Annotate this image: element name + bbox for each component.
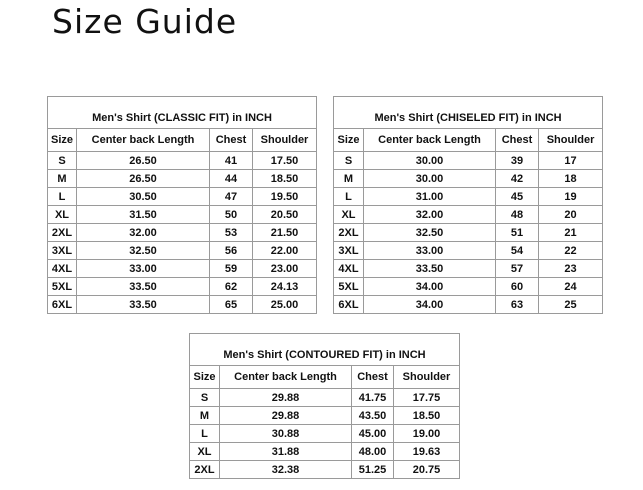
table-cell: 50: [210, 206, 253, 224]
table-cell: 24.13: [253, 278, 317, 296]
table-header-row: [190, 366, 460, 389]
column-header: Chest: [496, 129, 539, 152]
table-cell: 26.50: [77, 152, 210, 170]
table-cell: XL: [190, 443, 220, 461]
table-cell: 54: [496, 242, 539, 260]
table-cell: 47: [210, 188, 253, 206]
page-title: Size Guide: [52, 2, 238, 41]
table-row: [48, 170, 317, 188]
table-title-row: [48, 97, 317, 129]
table-row: [190, 425, 460, 443]
column-header: Center back Length: [220, 366, 352, 389]
table-cell: 3XL: [334, 242, 364, 260]
column-header: Chest: [210, 129, 253, 152]
table-cell: 51: [496, 224, 539, 242]
table-cell: 33.50: [364, 260, 496, 278]
column-header: Size: [48, 129, 77, 152]
table-cell: 62: [210, 278, 253, 296]
table-cell: 57: [496, 260, 539, 278]
table-row: [334, 260, 603, 278]
table-cell: 41.75: [352, 389, 394, 407]
table-cell: 51.25: [352, 461, 394, 479]
table-cell: 22: [539, 242, 603, 260]
table-cell: 32.00: [77, 224, 210, 242]
table-row: [48, 152, 317, 170]
column-header: Center back Length: [77, 129, 210, 152]
column-header: Shoulder: [253, 129, 317, 152]
table-cell: 65: [210, 296, 253, 314]
table-header-row: [334, 129, 603, 152]
column-header: Shoulder: [394, 366, 460, 389]
table-title-row: [334, 97, 603, 129]
table-cell: 5XL: [334, 278, 364, 296]
table-row: [334, 242, 603, 260]
table-cell: S: [334, 152, 364, 170]
table-cell: S: [48, 152, 77, 170]
table-row: [334, 224, 603, 242]
table-cell: L: [48, 188, 77, 206]
table-cell: 23: [539, 260, 603, 278]
table-cell: S: [190, 389, 220, 407]
table-row: [334, 278, 603, 296]
table-cell: 23.00: [253, 260, 317, 278]
table-cell: 6XL: [334, 296, 364, 314]
table-cell: 53: [210, 224, 253, 242]
table-cell: L: [334, 188, 364, 206]
table-cell: 18.50: [394, 407, 460, 425]
contoured-fit-size-table: [189, 333, 460, 479]
table-row: [48, 296, 317, 314]
table-cell: M: [190, 407, 220, 425]
table-cell: 48: [496, 206, 539, 224]
column-header: Size: [190, 366, 220, 389]
table-cell: M: [48, 170, 77, 188]
column-header: Size: [334, 129, 364, 152]
table-cell: 45: [496, 188, 539, 206]
table-row: [334, 170, 603, 188]
table-cell: 30.88: [220, 425, 352, 443]
table-cell: 33.00: [77, 260, 210, 278]
column-header: Center back Length: [364, 129, 496, 152]
table-cell: 34.00: [364, 296, 496, 314]
table-cell: 19: [539, 188, 603, 206]
table-cell: 32.50: [77, 242, 210, 260]
table-row: [334, 206, 603, 224]
table-cell: 18.50: [253, 170, 317, 188]
table-cell: 17: [539, 152, 603, 170]
table-cell: 42: [496, 170, 539, 188]
table-cell: 2XL: [48, 224, 77, 242]
table-row: [48, 206, 317, 224]
table-cell: 4XL: [48, 260, 77, 278]
table-cell: 19.50: [253, 188, 317, 206]
table-cell: 43.50: [352, 407, 394, 425]
table-cell: 33.00: [364, 242, 496, 260]
table-cell: 21: [539, 224, 603, 242]
table-cell: 60: [496, 278, 539, 296]
table-row: [334, 152, 603, 170]
table-cell: 45.00: [352, 425, 394, 443]
table-cell: 34.00: [364, 278, 496, 296]
table-cell: 17.50: [253, 152, 317, 170]
table-cell: 6XL: [48, 296, 77, 314]
table-cell: 2XL: [190, 461, 220, 479]
table-title-row: [190, 334, 460, 366]
table-cell: 31.50: [77, 206, 210, 224]
table-row: [334, 188, 603, 206]
table-title: Men's Shirt (CLASSIC FIT) in INCH: [48, 97, 317, 129]
table-row: [48, 188, 317, 206]
table-cell: 59: [210, 260, 253, 278]
table-row: [190, 389, 460, 407]
table-row: [190, 443, 460, 461]
table-cell: 25: [539, 296, 603, 314]
table-cell: 56: [210, 242, 253, 260]
table-cell: 17.75: [394, 389, 460, 407]
table-cell: XL: [48, 206, 77, 224]
table-cell: 48.00: [352, 443, 394, 461]
table-cell: 25.00: [253, 296, 317, 314]
table-cell: 29.88: [220, 407, 352, 425]
table-cell: 32.38: [220, 461, 352, 479]
table-cell: 44: [210, 170, 253, 188]
table-cell: 22.00: [253, 242, 317, 260]
table-cell: 24: [539, 278, 603, 296]
table-cell: M: [334, 170, 364, 188]
table-cell: 18: [539, 170, 603, 188]
table-title: Men's Shirt (CONTOURED FIT) in INCH: [190, 334, 460, 366]
table-row: [48, 278, 317, 296]
table-cell: 30.00: [364, 170, 496, 188]
table-cell: XL: [334, 206, 364, 224]
table-cell: 33.50: [77, 296, 210, 314]
chiseled-fit-size-table: [333, 96, 603, 314]
table-cell: 19.00: [394, 425, 460, 443]
table-cell: 33.50: [77, 278, 210, 296]
column-header: Shoulder: [539, 129, 603, 152]
table-cell: 20: [539, 206, 603, 224]
table-header-row: [48, 129, 317, 152]
table-cell: 32.50: [364, 224, 496, 242]
table-row: [190, 407, 460, 425]
table-cell: 31.00: [364, 188, 496, 206]
classic-fit-size-table: [47, 96, 317, 314]
table-cell: 29.88: [220, 389, 352, 407]
table-cell: 19.63: [394, 443, 460, 461]
table-cell: 39: [496, 152, 539, 170]
table-title: Men's Shirt (CHISELED FIT) in INCH: [334, 97, 603, 129]
table-cell: 31.88: [220, 443, 352, 461]
table-cell: 26.50: [77, 170, 210, 188]
table-row: [190, 461, 460, 479]
table-cell: 20.75: [394, 461, 460, 479]
table-cell: 2XL: [334, 224, 364, 242]
table-cell: 20.50: [253, 206, 317, 224]
table-cell: 30.50: [77, 188, 210, 206]
table-row: [48, 242, 317, 260]
table-cell: 30.00: [364, 152, 496, 170]
table-row: [48, 260, 317, 278]
table-cell: L: [190, 425, 220, 443]
table-cell: 63: [496, 296, 539, 314]
column-header: Chest: [352, 366, 394, 389]
table-row: [334, 296, 603, 314]
table-cell: 3XL: [48, 242, 77, 260]
table-cell: 21.50: [253, 224, 317, 242]
table-cell: 41: [210, 152, 253, 170]
table-row: [48, 224, 317, 242]
table-cell: 4XL: [334, 260, 364, 278]
table-cell: 32.00: [364, 206, 496, 224]
table-cell: 5XL: [48, 278, 77, 296]
